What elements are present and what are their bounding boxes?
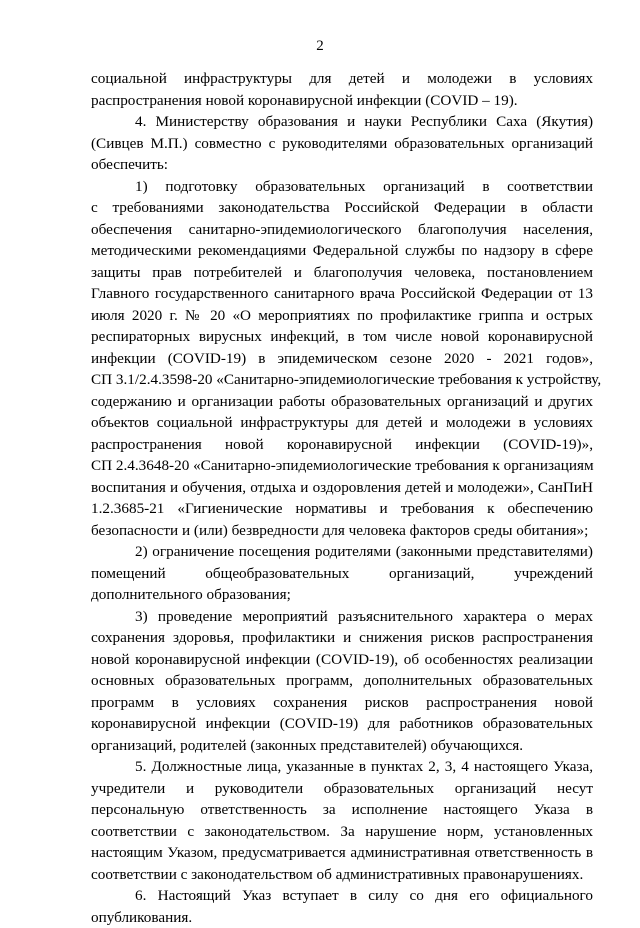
paragraph-line: программ в условиях сохранения рисков распространения новой xyxy=(91,692,593,714)
paragraph-line: распространения новой коронавирусной инфекции (COVID – 19). xyxy=(91,90,593,112)
paragraph-line: настоящим Указом, предусматривается административная ответственность в xyxy=(91,842,593,864)
paragraph-line: 1) подготовку образовательных организаций в соответствии xyxy=(91,176,593,198)
paragraph xyxy=(91,176,593,542)
paragraph-line: СП 2.4.3648-20 «Санитарно-эпидемиологические требования к организациям xyxy=(91,455,593,477)
paragraph-line: 5. Должностные лица, указанные в пунктах 2, 3, 4 настоящего Указа, xyxy=(91,756,593,778)
paragraph-line: персональную ответственность за исполнение настоящего Указа в xyxy=(91,799,593,821)
paragraph xyxy=(91,68,593,111)
paragraph-line: новой коронавирусной инфекции (COVID-19), об особенностях реализации xyxy=(91,649,593,671)
paragraph-line: защиты прав потребителей и благополучия человека, постановлением xyxy=(91,262,593,284)
paragraph-line: объектов социальной инфраструктуры для детей и молодежи в условиях xyxy=(91,412,593,434)
paragraph-line: июля 2020 г. № 20 «О мероприятиях по профилактике гриппа и острых xyxy=(91,305,593,327)
paragraph-line: инфекции (COVID-19) в эпидемическом сезоне 2020 - 2021 годов», xyxy=(91,348,593,370)
paragraph xyxy=(91,606,593,757)
paragraph-line: социальной инфраструктуры для детей и молодежи в условиях xyxy=(91,68,593,90)
paragraph-line: распространения новой коронавирусной инфекции (COVID-19)», xyxy=(91,434,593,456)
paragraph xyxy=(91,541,593,606)
paragraph-line: сохранения здоровья, профилактики и снижения рисков распространения xyxy=(91,627,593,649)
paragraph-line: 1.2.3685-21 «Гигиенические нормативы и требования к обеспечению xyxy=(91,498,593,520)
paragraph-line: 2) ограничение посещения родителями (законными представителями) xyxy=(91,541,593,563)
paragraph-line: дополнительного образования; xyxy=(91,584,593,606)
paragraph-line: с требованиями законодательства Российской Федерации в области xyxy=(91,197,593,219)
paragraph-line: Главного государственного санитарного врача Российской Федерации от 13 xyxy=(91,283,593,305)
paragraph-line: содержанию и организации работы образовательных организаций и других xyxy=(91,391,593,413)
paragraph-line: респираторных вирусных инфекций, в том числе новой коронавирусной xyxy=(91,326,593,348)
paragraph-line: учредители и руководители образовательных организаций несут xyxy=(91,778,593,800)
paragraph-line: обеспечения санитарно-эпидемиологического благополучия населения, xyxy=(91,219,593,241)
paragraph-line: помещений общеобразовательных организаций, учреждений xyxy=(91,563,593,585)
paragraph-line: опубликования. xyxy=(91,907,593,928)
paragraph-line: обеспечить: xyxy=(91,154,593,176)
paragraph-line: соответствии с законодательством. За нарушение норм, установленных xyxy=(91,821,593,843)
paragraph-line: коронавирусной инфекции (COVID-19) для работников образовательных xyxy=(91,713,593,735)
page-number: 2 xyxy=(0,36,640,56)
paragraph-line: организаций, родителей (законных представителей) обучающихся. xyxy=(91,735,593,757)
paragraph-line: основных образовательных программ, дополнительных образовательных xyxy=(91,670,593,692)
paragraph-line: 4. Министерству образования и науки Республики Саха (Якутия) xyxy=(91,111,593,133)
paragraph-line: воспитания и обучения, отдыха и оздоровления детей и молодежи», СанПиН xyxy=(91,477,593,499)
paragraph xyxy=(91,885,593,928)
paragraph-line: методическими рекомендациями Федеральной службы по надзору в сфере xyxy=(91,240,593,262)
document-body xyxy=(91,68,593,928)
paragraph xyxy=(91,756,593,885)
paragraph-line: СП 3.1/2.4.3598-20 «Санитарно-эпидемиологические требования к устройству, xyxy=(91,369,593,391)
paragraph-line: 3) проведение мероприятий разъяснительного характера о мерах xyxy=(91,606,593,628)
paragraph-line: соответствии с законодательством об административных правонарушениях. xyxy=(91,864,593,886)
paragraph xyxy=(91,111,593,176)
paragraph-line: 6. Настоящий Указ вступает в силу со дня его официального xyxy=(91,885,593,907)
paragraph-line: (Сивцев М.П.) совместно с руководителями образовательных организаций xyxy=(91,133,593,155)
paragraph-line: безопасности и (или) безвредности для человека факторов среды обитания»; xyxy=(91,520,593,542)
